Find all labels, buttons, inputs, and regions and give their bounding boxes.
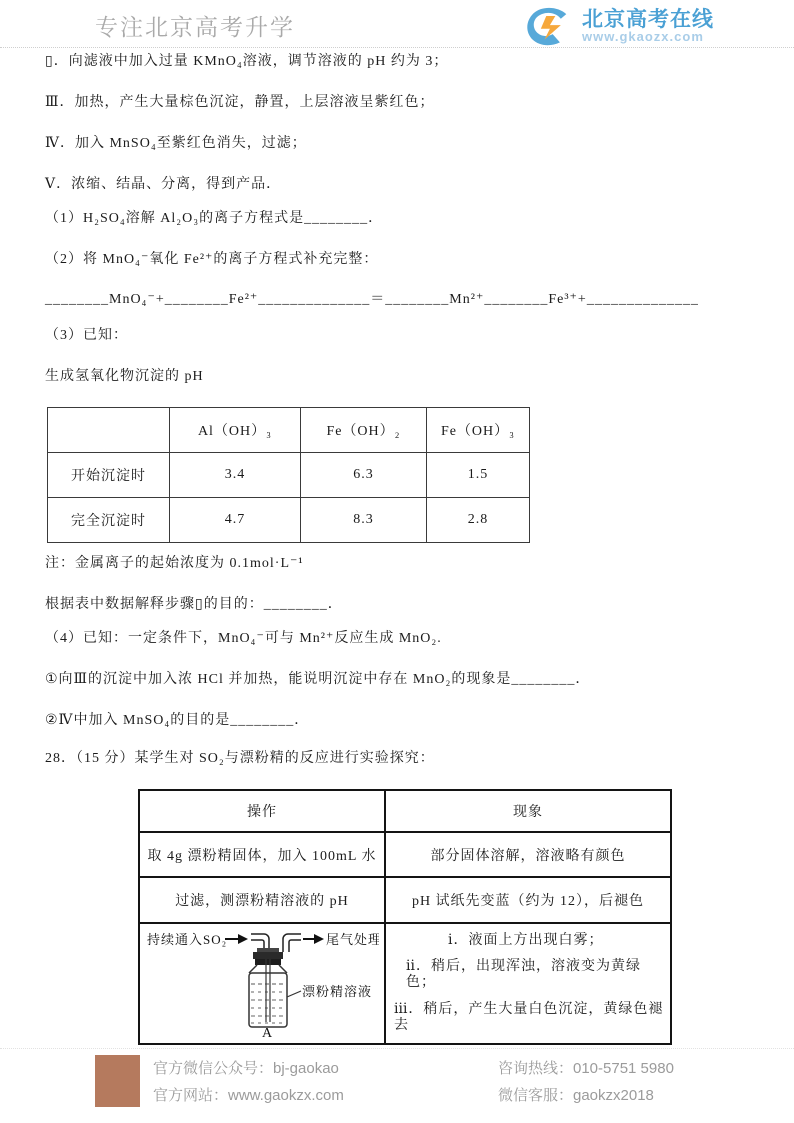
paragraph-step5: Ⅴ．浓缩、结晶、分离，得到产品． xyxy=(45,177,282,192)
phenomenon-cell: pH 试纸先变蓝（约为 12），后褪色 xyxy=(385,877,671,923)
solution-label: 漂粉精溶液 xyxy=(302,984,373,999)
question-1: （1）H₂SO₄溶解 Al₂O₃的离子方程式是________． xyxy=(45,211,384,226)
paragraph-step3: Ⅲ．加热，产生大量棕色沉淀，静置，上层溶液呈紫红色； xyxy=(45,95,435,110)
table-header-row xyxy=(139,790,671,832)
logo-website-text: www.gkaozx.com xyxy=(582,28,704,44)
value-cell: 8.3 xyxy=(301,498,427,543)
page-header xyxy=(0,0,794,48)
footer-website: 官方网站：www.gaokzx.com xyxy=(153,1087,344,1104)
value-cell: 4.7 xyxy=(170,498,301,543)
observations-list xyxy=(390,928,666,1040)
inlet-arrow-icon xyxy=(238,934,248,944)
table-row xyxy=(139,832,671,877)
experiment-table xyxy=(138,789,672,1045)
header-cell-feoh2: Fe（OH）₂ xyxy=(301,408,427,453)
table-row xyxy=(48,498,530,543)
ph-table-caption: 生成氢氧化物沉淀的 pH xyxy=(45,369,204,384)
question-28: 28．（15 分）某学生对 SO₂与漂粉精的反应进行实验探究： xyxy=(45,751,435,766)
footer-hotline: 咨询热线：010-5751 5980 xyxy=(498,1060,674,1077)
question-2: （2）将 MnO₄⁻氧化 Fe²⁺的离子方程式补充完整： xyxy=(45,252,379,267)
value-cell: 3.4 xyxy=(170,453,301,498)
row-label: 开始沉淀时 xyxy=(48,453,170,498)
ionic-equation-blank: ________MnO₄⁻+________Fe²⁺______________＝________Mn²⁺________Fe³⁺+______________ xyxy=(45,292,699,307)
footer-accent-block xyxy=(95,1055,140,1107)
device-label: A xyxy=(262,1026,274,1038)
header-cell-feoh3: Fe（OH）₃ xyxy=(427,408,530,453)
question-4-sub1: ①向Ⅲ的沉淀中加入浓 HCl 并加热，能说明沉淀中存在 MnO₂的现象是________． xyxy=(45,672,591,687)
table-note: 注：金属离子的起始浓度为 0.1mol·L⁻¹ xyxy=(45,556,304,571)
paragraph-step4: Ⅳ．加入 MnSO₄至紫红色消失，过滤； xyxy=(45,136,307,151)
footer-wechat-account: 官方微信公众号：bj-gaokao xyxy=(153,1060,339,1077)
footer-wechat-service: 微信客服：gaokzx2018 xyxy=(498,1087,654,1104)
site-tagline: 专注北京高考升学 xyxy=(95,14,295,40)
outlet-label: 尾气处理 xyxy=(326,932,379,947)
table-row xyxy=(48,453,530,498)
operation-cell: 取 4g 漂粉精固体，加入 100mL 水 xyxy=(139,832,385,877)
page-footer xyxy=(0,1048,794,1123)
observations-cell xyxy=(385,923,671,1044)
value-cell: 1.5 xyxy=(427,453,530,498)
row-label: 完全沉淀时 xyxy=(48,498,170,543)
document-body xyxy=(0,48,794,1045)
observation-item: ⅲ．稍后，产生大量白色沉淀，黄绿色褪去 xyxy=(394,1002,664,1034)
operation-cell: 过滤，测漂粉精溶液的 pH xyxy=(139,877,385,923)
question-4: （4）已知：一定条件下，MnO₄⁻可与 Mn²⁺反应生成 MnO₂. xyxy=(45,631,442,646)
phenomenon-cell: 部分固体溶解，溶液略有颜色 xyxy=(385,832,671,877)
logo-text-block xyxy=(582,8,714,44)
table-row xyxy=(139,877,671,923)
header-cell-operation: 操作 xyxy=(139,790,385,832)
site-logo xyxy=(523,6,714,46)
paragraph-step2: ▯．向滤液中加入过量 KMnO₄溶液，调节溶液的 pH 约为 3； xyxy=(45,54,449,69)
header-cell-aloh3: Al（OH）₃ xyxy=(170,408,301,453)
observation-item: ⅱ．稍后，出现浑浊，溶液变为黄绿色； xyxy=(406,959,641,991)
outlet-arrow-icon xyxy=(314,934,324,944)
question-3-followup: 根据表中数据解释步骤▯的目的：________． xyxy=(45,597,343,612)
value-cell: 6.3 xyxy=(301,453,427,498)
header-cell-phenomenon: 现象 xyxy=(385,790,671,832)
footer-right-column xyxy=(498,1055,674,1109)
header-cell-empty xyxy=(48,408,170,453)
inlet-label: 持续通入SO₂ xyxy=(147,932,228,947)
observation-item: ⅰ．液面上方出现白雾； xyxy=(448,932,604,948)
apparatus-diagram-cell xyxy=(139,923,385,1044)
question-3: （3）已知： xyxy=(45,328,128,343)
hydroxide-ph-table xyxy=(47,407,530,543)
footer-left-column xyxy=(153,1055,498,1109)
table-row xyxy=(139,923,671,1044)
value-cell: 2.8 xyxy=(427,498,530,543)
question-4-sub2: ②Ⅳ中加入 MnSO₄的目的是________． xyxy=(45,713,310,728)
table-header-row xyxy=(48,408,530,453)
gkaozx-logo-icon xyxy=(523,6,575,46)
logo-brand-text: 北京高考在线 xyxy=(582,6,714,31)
stopper-icon xyxy=(257,948,279,952)
gas-washing-bottle-diagram xyxy=(145,924,379,1038)
